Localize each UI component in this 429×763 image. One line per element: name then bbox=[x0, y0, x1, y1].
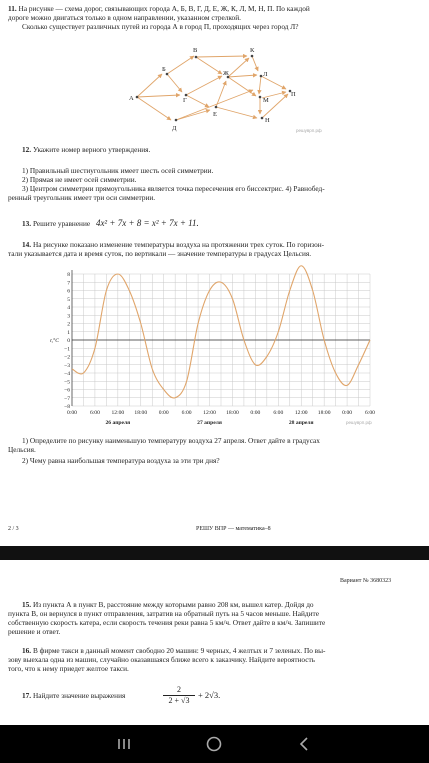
fraction-numerator: 2 bbox=[163, 685, 195, 696]
task-11-text-2: дороге можно двигаться только в одном направлении, указанном стрелкой. bbox=[8, 13, 241, 22]
task-11-line-1 bbox=[8, 4, 310, 13]
home-icon[interactable] bbox=[205, 735, 223, 753]
y-tick-label: 6 bbox=[67, 288, 70, 295]
watermark-1: решуврп.рф bbox=[296, 128, 322, 133]
fraction-denominator: 2 + √3 bbox=[168, 696, 190, 705]
y-tick-label: −2 bbox=[64, 354, 70, 361]
node-label-g: Г bbox=[183, 97, 187, 104]
task-14-text-2: тали указывается дата и время суток, по вертикали — значение температуры в градусах Цельсия. bbox=[8, 249, 312, 258]
x-tick-label: 0:00 bbox=[342, 410, 353, 416]
road-graph bbox=[110, 40, 330, 138]
task-16-number: 16. bbox=[22, 646, 32, 655]
x-tick-label: 0:00 bbox=[250, 410, 261, 416]
y-tick-label: 5 bbox=[67, 296, 70, 303]
node-label-a: А bbox=[129, 95, 134, 102]
y-tick-label: 8 bbox=[67, 272, 70, 278]
node-label-b: Б bbox=[162, 66, 166, 73]
y-tick-label: −5 bbox=[64, 379, 70, 386]
x-tick-label: 12:00 bbox=[203, 410, 216, 416]
temperature-chart bbox=[0, 262, 429, 432]
task-14-line-1 bbox=[22, 240, 324, 249]
task-15-text-2: пункта В, он вернулся в пункт отправления, затратив на обратный путь на 5 часов меньше. Найдите bbox=[8, 609, 319, 618]
task-14-question-2: 2) Чему равна наибольшая температура воздуха за эти три дня? bbox=[22, 456, 220, 465]
y-axis-label: t,°C bbox=[50, 338, 59, 344]
task-14-number: 14. bbox=[22, 240, 32, 249]
node-label-zh: Ж bbox=[223, 70, 229, 77]
watermark-2: решуврп.рф bbox=[346, 420, 372, 425]
y-tick-label: −6 bbox=[64, 387, 70, 394]
task-16-text-2: зову выехала одна из машин, случайно оказавшаяся ближе всего к заказчику. Найдите вероятность bbox=[8, 655, 315, 664]
x-tick-label: 0:00 bbox=[158, 410, 169, 416]
x-tick-label: 6:00 bbox=[181, 410, 192, 416]
task-13-line bbox=[22, 219, 199, 228]
task-15-line-1 bbox=[22, 600, 314, 609]
task-16-line-1 bbox=[22, 646, 325, 655]
task-17-fraction bbox=[163, 685, 195, 706]
y-tick-label: 3 bbox=[67, 313, 70, 320]
y-tick-label: −1 bbox=[64, 346, 70, 353]
x-tick-label: 6:00 bbox=[89, 410, 100, 416]
task-16-text-1: В фирме такси в данный момент свободно 20 машин: 9 черных, 4 желтых и 7 зеленых. По вы- bbox=[32, 646, 326, 655]
menu-icon[interactable] bbox=[115, 735, 133, 753]
android-nav-bar bbox=[0, 725, 429, 763]
task-12-title: Укажите номер верного утверждения. bbox=[32, 145, 151, 154]
x-tick-label: 18:00 bbox=[226, 410, 239, 416]
task-14-text-1: На рисунке показано изменение температуры воздуха на протяжении трех суток. По горизон- bbox=[32, 240, 325, 249]
task-17-number: 17. bbox=[22, 691, 32, 700]
y-tick-label: −7 bbox=[64, 395, 70, 402]
task-17-line bbox=[22, 691, 125, 700]
task-15-text-4: решение и ответ. bbox=[8, 627, 61, 636]
x-tick-label: 12:00 bbox=[294, 410, 308, 416]
page-footer-title: РЕШУ ВПР — математика–8 bbox=[196, 526, 271, 532]
node-label-l: Л bbox=[263, 71, 268, 78]
node-label-p: П bbox=[291, 91, 296, 98]
task-13-text: Решите уравнение bbox=[32, 219, 91, 228]
task-14-question-1: 1) Определите по рисунку наименьшую температуру воздуха 27 апреля. Ответ дайте в градусах bbox=[22, 436, 320, 445]
task-11-number: 11. bbox=[8, 4, 17, 13]
task-12-option-3b: ренный треугольник имеет три оси симметрии. bbox=[8, 193, 156, 202]
y-tick-label: 7 bbox=[67, 280, 70, 287]
x-tick-label: 0:00 bbox=[67, 410, 77, 416]
node-label-v: В bbox=[193, 47, 198, 54]
date-label: 26 апреля bbox=[105, 420, 131, 426]
x-tick-label: 6:00 bbox=[365, 410, 375, 416]
task-13-number: 13. bbox=[22, 219, 32, 228]
variant-label: Вариант № 3680323 bbox=[340, 578, 392, 584]
task-11-text-3: Сколько существует различных путей из города А в город П, проходящих через город Л? bbox=[22, 22, 299, 31]
x-tick-label: 6:00 bbox=[273, 410, 284, 416]
task-17-text: Найдите значение выражения bbox=[32, 691, 126, 700]
node-label-d: Д bbox=[172, 125, 177, 132]
back-icon[interactable] bbox=[296, 735, 314, 753]
task-17-tail: + 2√3. bbox=[198, 690, 221, 700]
task-12-option-2: 2) Прямая не имеет осей симметрии. bbox=[22, 175, 137, 184]
task-16-text-3: того, что к нему приедет желтое такси. bbox=[8, 664, 129, 673]
node-label-e: Е bbox=[213, 111, 217, 118]
task-12-option-3: 3) Центром симметрии прямоугольника является точка пересечения его биссектрис. 4) Равнобед- bbox=[22, 184, 325, 193]
task-12-heading bbox=[22, 145, 150, 154]
node-label-k: К bbox=[250, 47, 255, 54]
y-tick-label: 4 bbox=[67, 305, 70, 311]
page-number: 2 / 3 bbox=[8, 526, 19, 532]
y-tick-label: −8 bbox=[64, 404, 70, 410]
task-14-question-1b: Цельсия. bbox=[8, 445, 36, 454]
y-tick-label: 1 bbox=[67, 329, 70, 336]
y-tick-label: 2 bbox=[67, 321, 70, 328]
page-2 bbox=[0, 560, 429, 725]
node-label-n: Н bbox=[265, 117, 270, 124]
y-tick-label: −3 bbox=[64, 362, 70, 369]
x-tick-label: 18:00 bbox=[317, 410, 331, 416]
x-tick-label: 12:00 bbox=[111, 410, 125, 416]
task-15-text-1: Из пункта А в пункт В, расстояние между которыми равно 208 км, вышел катер. Дойдя до bbox=[32, 600, 314, 609]
task-15-number: 15. bbox=[22, 600, 32, 609]
y-tick-label: 0 bbox=[67, 338, 70, 344]
y-tick-label: −4 bbox=[64, 371, 70, 377]
date-label: 28 апреля bbox=[288, 420, 314, 426]
date-label: 27 апреля bbox=[197, 420, 222, 426]
node-label-m: М bbox=[263, 97, 269, 104]
task-15-text-3: собственную скорость катера, если скорость течения реки равна 5 км/ч. Ответ дайте в км/ч. Запишите bbox=[8, 618, 326, 627]
task-13-equation: 4x² + 7x + 8 = x² + 7x + 11. bbox=[95, 218, 199, 228]
page-separator bbox=[0, 546, 429, 560]
task-12-number: 12. bbox=[22, 145, 32, 154]
task-12-option-1: 1) Правильный шестиугольник имеет шесть осей симметрии. bbox=[22, 166, 214, 175]
task-11-text-1: На рисунке — схема дорог, связывающих города А, Б, В, Г, Д, Е, Ж, К, Л, М, Н, П. По каждой bbox=[18, 4, 310, 13]
x-tick-label: 18:00 bbox=[134, 410, 148, 416]
